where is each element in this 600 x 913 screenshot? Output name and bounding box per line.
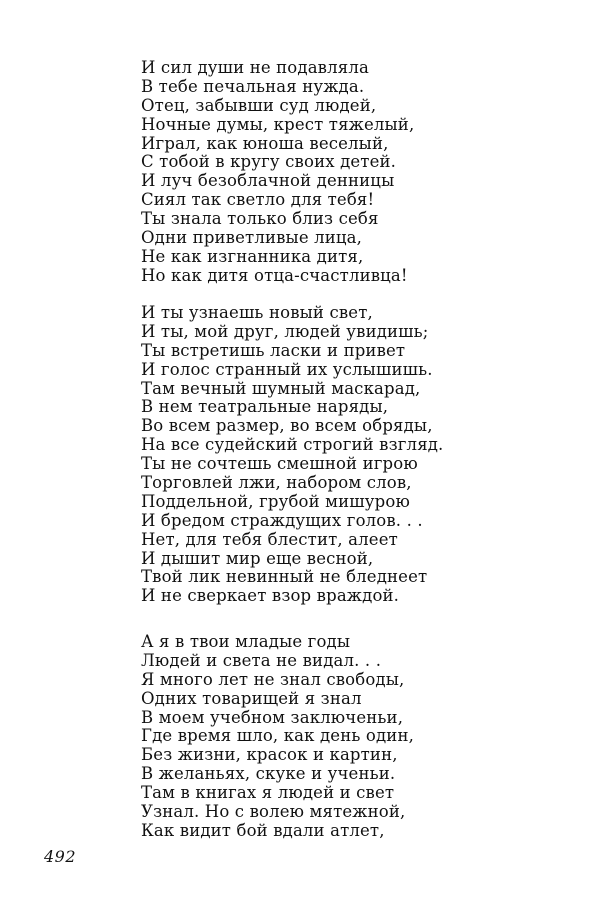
verse-line: Одни приветливые лица,	[141, 228, 363, 248]
verse-line: Ты не сочтешь смешной игрою	[141, 454, 418, 474]
verse-line: Как видит бой вдали атлет,	[141, 820, 385, 840]
verse-line: В моем учебном заключеньи,	[141, 707, 404, 727]
verse-line: И не сверкает взор враждой.	[141, 586, 400, 606]
verse-line: Нет, для тебя блестит, алеет	[141, 529, 398, 549]
verse-line: Отец, забывши суд людей,	[141, 95, 377, 115]
verse-line: Торговлей лжи, набором слов,	[141, 473, 412, 493]
verse-line: С тобой в кругу своих детей.	[141, 152, 397, 172]
verse-line: И сил души не подавляла	[141, 58, 369, 77]
verse-line: А я в твои младые годы	[141, 632, 351, 651]
verse-line: Ты знала только близ себя	[141, 209, 379, 229]
verse-line: На все судейский строгий взгляд.	[141, 435, 444, 455]
verse-line: Одних товарищей я знал	[141, 688, 362, 708]
verse-line: И луч безоблачной денницы	[141, 171, 395, 191]
verse-line: Во всем размер, во всем обряды,	[141, 416, 433, 436]
verse-line: И ты узнаешь новый свет,	[141, 303, 373, 322]
verse-line: Где время шло, как день один,	[141, 726, 414, 746]
verse-line: В желаньях, скуке и ученьи.	[141, 764, 396, 784]
verse-line: Играл, как юноша веселый,	[141, 133, 389, 153]
verse-line: Людей и света не видал. . .	[141, 650, 382, 670]
verse-line: И бредом страждущих голов. . .	[141, 510, 423, 530]
verse-line: И ты, мой друг, людей увидишь;	[141, 321, 429, 341]
stanza-1	[141, 59, 414, 286]
verse-line: Без жизни, красок и картин,	[141, 745, 398, 765]
page-number: 492	[44, 847, 77, 866]
verse-line: Там в книгах я людей и свет	[141, 783, 395, 803]
verse-line: Ты встретишь ласки и привет	[141, 340, 406, 360]
verse-line: Я много лет не знал свободы,	[141, 669, 405, 689]
verse-line: В нем театральные наряды,	[141, 397, 389, 417]
verse-line: И голос странный их услышишь.	[141, 359, 433, 379]
stanza-3	[141, 633, 414, 841]
verse-line: Но как дитя отца-счастливца!	[141, 265, 408, 285]
verse-line: Там вечный шумный маскарад,	[141, 378, 421, 398]
verse-line: И дышит мир еще весной,	[141, 548, 374, 568]
verse-line: В тебе печальная нужда.	[141, 76, 365, 96]
verse-line: Поддельной, грубой мишурою	[141, 491, 410, 511]
verse-line: Не как изгнанника дитя,	[141, 246, 364, 266]
verse-line: Узнал. Но с волею мятежной,	[141, 802, 406, 822]
verse-line: Твой лик невинный не бледнеет	[141, 567, 428, 587]
verse-line: Ночные думы, крест тяжелый,	[141, 114, 415, 134]
stanza-2	[141, 304, 443, 606]
verse-line: Сиял так светло для тебя!	[141, 190, 375, 210]
